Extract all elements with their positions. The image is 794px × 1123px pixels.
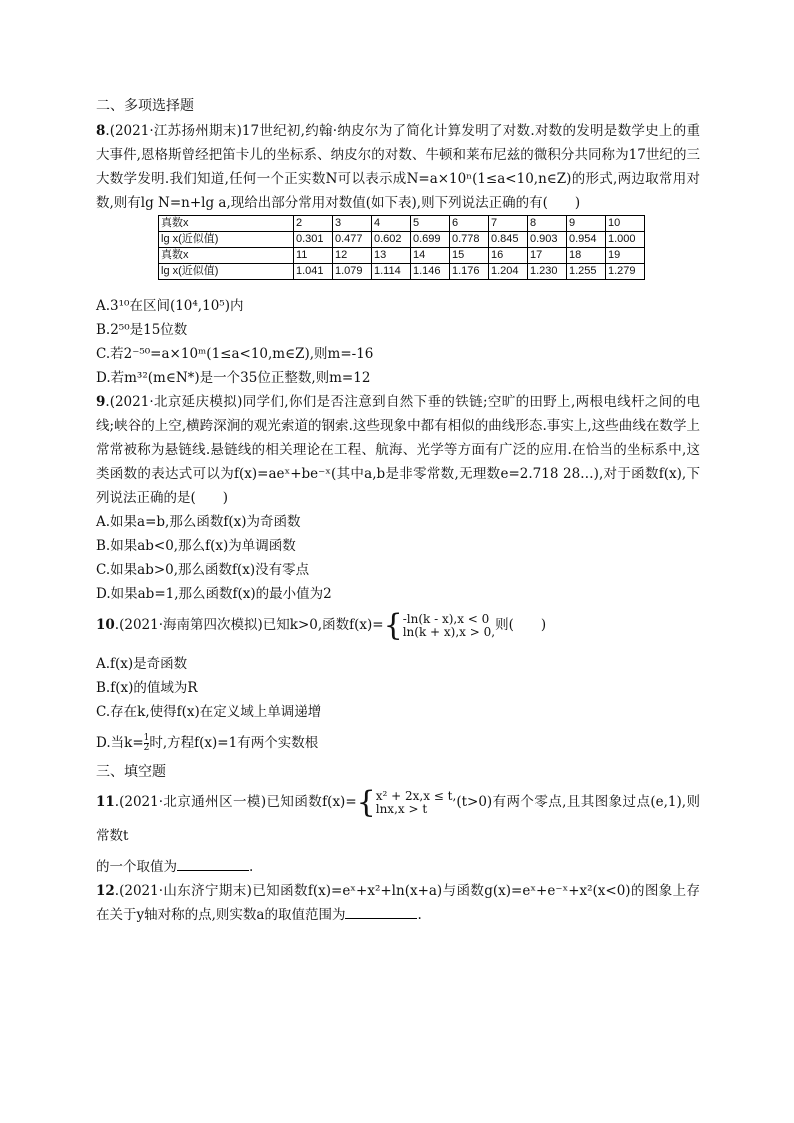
table-row: [159, 216, 645, 232]
question-text: .(2021·山东济宁期末)已知函数f(x)=eˣ+x²+ln(x+a)与函数g(x)=eˣ+e⁻ˣ+x²(x<0)的图象上存在关于y轴对称的点,则实数a的取值范围为: [96, 883, 700, 923]
option-text: D.当k=: [96, 735, 144, 751]
option-a: A.3¹⁰在区间(10⁴,10⁵)内: [96, 298, 244, 314]
page-content: [96, 96, 700, 927]
table-cell: 0.301: [294, 232, 333, 248]
denominator: 2: [143, 743, 150, 753]
table-cell: 3: [333, 216, 372, 232]
table-cell: 1.114: [372, 264, 411, 280]
option-b: B.f(x)的值域为R: [96, 680, 198, 696]
table-cell: 1.279: [606, 264, 645, 280]
table-row: [159, 232, 645, 248]
table-cell: 0.778: [450, 232, 489, 248]
table-row: [159, 248, 645, 264]
answer-blank[interactable]: [177, 856, 249, 871]
table-cell: 0.903: [528, 232, 567, 248]
table-cell: 0.699: [411, 232, 450, 248]
table-cell: 19: [606, 248, 645, 264]
table-cell: 真数x: [159, 216, 294, 232]
table-cell: 0.845: [489, 232, 528, 248]
question-text: 的一个取值为: [96, 859, 177, 875]
table-cell: 17: [528, 248, 567, 264]
option-c: C.存在k,使得f(x)在定义域上单调递增: [96, 704, 322, 720]
option-d: D.若m³²(m∈N*)是一个35位正整数,则m=12: [96, 370, 371, 386]
table-cell: lg x(近似值): [159, 264, 294, 280]
table-cell: 14: [411, 248, 450, 264]
question-number: 10: [96, 617, 115, 633]
table-cell: 16: [489, 248, 528, 264]
piecewise-function: { -ln(k - x),x < 0 ln(k + x),x > 0,: [383, 607, 496, 643]
question-number: 8: [96, 123, 106, 139]
table-cell: 18: [567, 248, 606, 264]
table-cell: lg x(近似值): [159, 232, 294, 248]
table-cell: 15: [450, 248, 489, 264]
question-text: .(2021·江苏扬州期末)17世纪初,约翰·纳皮尔为了简化计算发明了对数.对数的发明是数学史上的重大事件,恩格斯曾经把笛卡儿的坐标系、纳皮尔的对数、牛顿和莱布尼兹的微积分共同称为17世纪的三大数学发明.我们知道,任何一个正实数N可以表示成N=a×10ⁿ(1≤a<10,n∈Z)的形式,两边取常用对数,则有lg N=n+lg a,现给出部分常用对数值(如下表),则下列说法正确的有( ): [96, 123, 700, 211]
table-cell: 1.041: [294, 264, 333, 280]
table-cell: 0.477: [333, 232, 372, 248]
table-cell: 5: [411, 216, 450, 232]
question-12: [96, 879, 700, 927]
table-cell: 1.230: [528, 264, 567, 280]
table-cell: 11: [294, 248, 333, 264]
question-text: .(2021·海南第四次模拟)已知k>0,函数f(x)=: [114, 617, 384, 633]
question-11-line2: [96, 855, 700, 879]
question-text-end: (t>0)有两个零点,且其图象过点(e,1),则常数t: [96, 794, 700, 844]
table-cell: 12: [333, 248, 372, 264]
case-line: ln(k + x),x > 0,: [402, 624, 496, 639]
question-text: .(2021·北京通州区一模)已知函数f(x)=: [114, 794, 357, 810]
log-table: [158, 215, 645, 280]
option-text: 时,方程f(x)=1有两个实数根: [149, 735, 319, 751]
table-cell: 13: [372, 248, 411, 264]
option-c: C.如果ab>0,那么函数f(x)没有零点: [96, 562, 310, 578]
table-cell: 1.000: [606, 232, 645, 248]
question-11: [96, 785, 700, 853]
table-cell: 1.204: [489, 264, 528, 280]
table-cell: 1.146: [411, 264, 450, 280]
table-cell: 真数x: [159, 248, 294, 264]
table-cell: 1.255: [567, 264, 606, 280]
question-9: [96, 390, 700, 510]
option-b: B.2⁵⁰是15位数: [96, 322, 188, 338]
question-number: 11: [96, 794, 115, 810]
option-a: A.如果a=b,那么函数f(x)为奇函数: [96, 514, 301, 530]
table-cell: 7: [489, 216, 528, 232]
question-number: 9: [96, 394, 106, 410]
table-cell: 6: [450, 216, 489, 232]
table-cell: 1.079: [333, 264, 372, 280]
table-cell: 10: [606, 216, 645, 232]
table-cell: 9: [567, 216, 606, 232]
period: .: [417, 907, 422, 923]
answer-blank[interactable]: [345, 904, 417, 919]
question-number: 12: [96, 883, 115, 899]
option-d: D.如果ab=1,那么函数f(x)的最小值为2: [96, 586, 332, 602]
option-b: B.如果ab<0,那么f(x)为单调函数: [96, 538, 296, 554]
option-a: A.f(x)是奇函数: [96, 656, 188, 672]
section-title-fill-blank: 三、填空题: [96, 764, 166, 780]
table-cell: 2: [294, 216, 333, 232]
question-text: .(2021·北京延庆模拟)同学们,你们是否注意到自然下垂的铁链;空旷的田野上,两根电线杆之间的电线;峡谷的上空,横跨深涧的观光索道的钢索.这些现象中都有相似的曲线形态.事实上,这些曲线在数学上常常被称为悬链线.悬链线的相关理论在工程、航海、光学等方面有广泛的应用.在恰当的坐标系中,这类函数的表达式可以为f(x)=aeˣ+be⁻ˣ(其中a,b是非零常数,无理数e=2.718 28…),对于函数f(x),下列说法正确的是( ): [96, 394, 700, 506]
case-line: -ln(k - x),x < 0: [402, 611, 490, 626]
question-10: [96, 608, 700, 642]
table-cell: 4: [372, 216, 411, 232]
piecewise-function: { x² + 2x,x ≤ t, lnx,x > t: [356, 784, 457, 820]
question-text-end: 则( ): [495, 617, 547, 633]
table-row: [159, 264, 645, 280]
question-8: [96, 119, 700, 215]
table-cell: 1.176: [450, 264, 489, 280]
section-title-multiple-choice: 二、多项选择题: [96, 98, 194, 114]
case-line: x² + 2x,x ≤ t,: [375, 788, 457, 803]
option-d: [96, 728, 700, 758]
table-cell: 8: [528, 216, 567, 232]
option-c: C.若2⁻⁵⁰=a×10ᵐ(1≤a<10,m∈Z),则m=-16: [96, 346, 374, 362]
table-cell: 0.954: [567, 232, 606, 248]
table-cell: 0.602: [372, 232, 411, 248]
period: .: [249, 859, 254, 875]
numerator: 1: [143, 733, 150, 743]
case-line: lnx,x > t: [375, 801, 428, 816]
